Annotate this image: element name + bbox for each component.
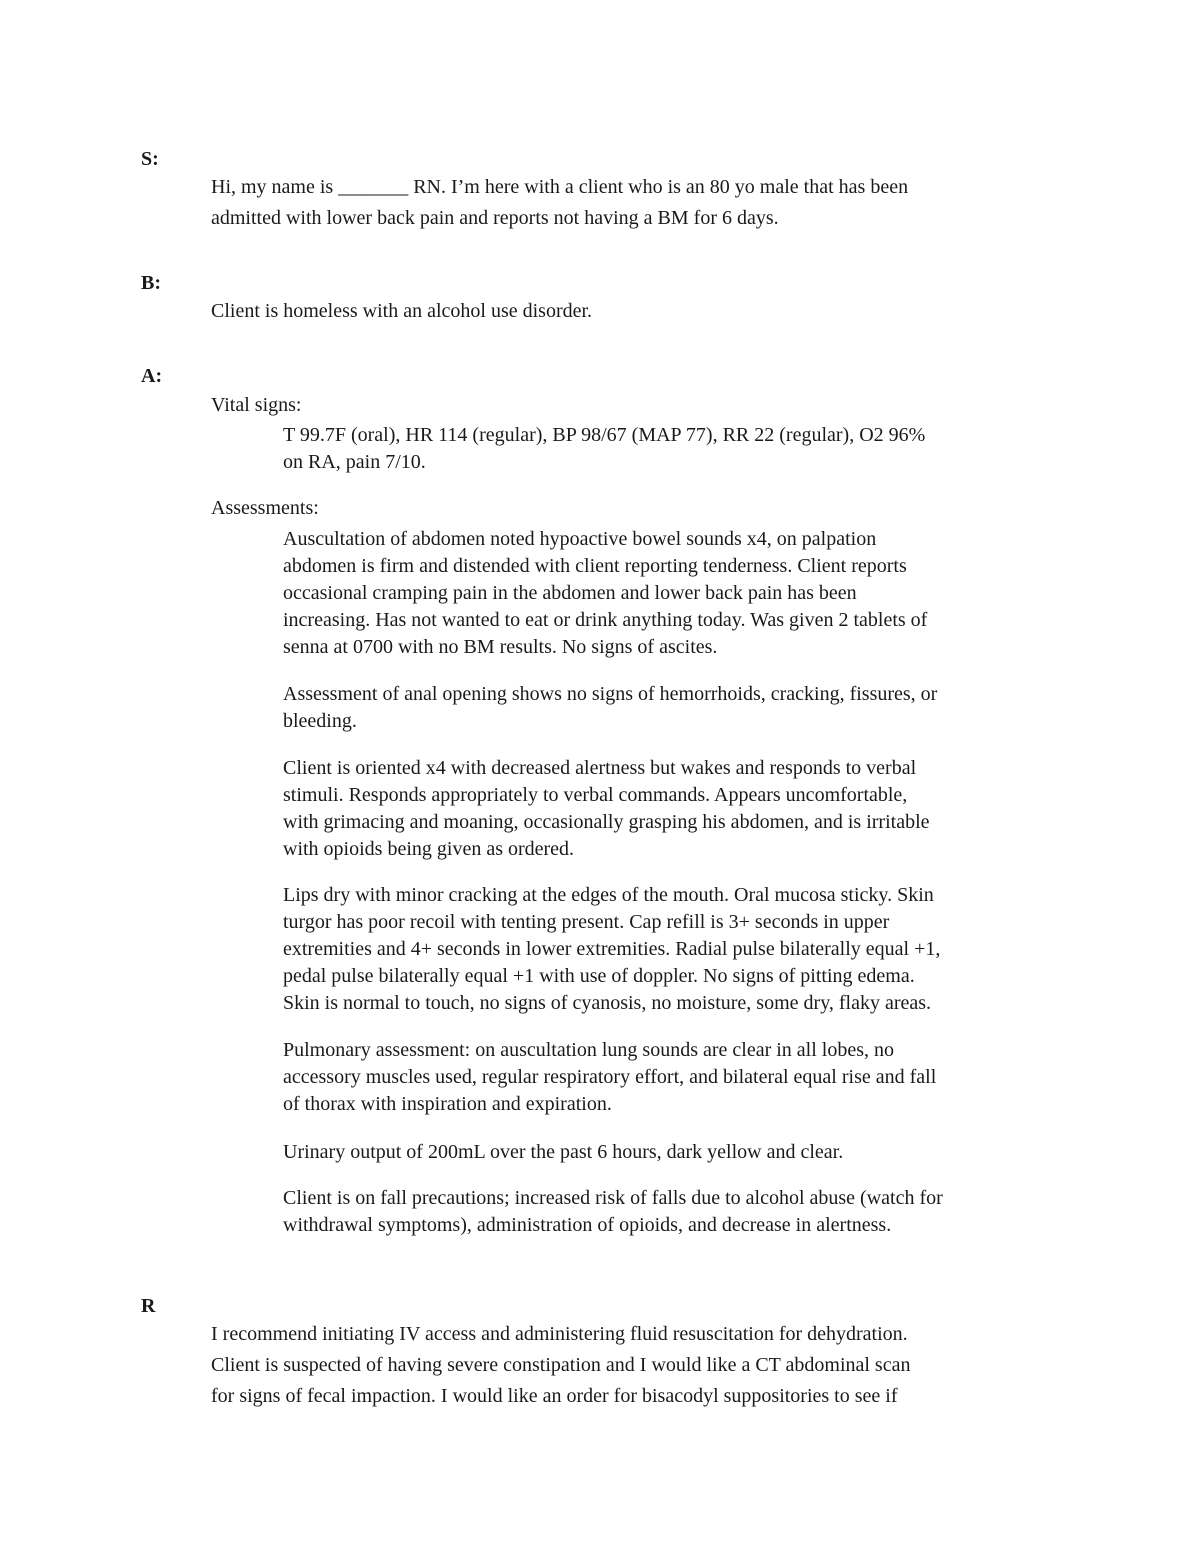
- paragraph-line: with grimacing and moaning, occasionally grasping his abdomen, and is irritable: [283, 811, 930, 833]
- background-text: [211, 296, 592, 327]
- recommendation-heading: R: [141, 1295, 156, 1317]
- paragraph-line: withdrawal symptoms), administration of opioids, and decrease in alertness.: [283, 1214, 892, 1236]
- paragraph-line: Client is on fall precautions; increased risk of falls due to alcohol abuse (watch for: [283, 1187, 943, 1209]
- paragraph-line: Pulmonary assessment: on auscultation lung sounds are clear in all lobes, no: [283, 1039, 894, 1061]
- recommendation-line: I recommend initiating IV access and administering fluid resuscitation for dehydration.: [211, 1323, 908, 1345]
- paragraph-line: abdomen is firm and distended with client reporting tenderness. Client reports: [283, 555, 907, 577]
- paragraph-line: Client is oriented x4 with decreased alertness but wakes and responds to verbal: [283, 757, 917, 779]
- paragraph-line: with opioids being given as ordered.: [283, 838, 575, 860]
- paragraph-line: Lips dry with minor cracking at the edges of the mouth. Oral mucosa sticky. Skin: [283, 884, 934, 906]
- recommendation-line: Client is suspected of having severe constipation and I would like a CT abdominal scan: [211, 1354, 911, 1376]
- paragraph-line: bleeding.: [283, 710, 357, 732]
- paragraph-line: Urinary output of 200mL over the past 6 hours, dark yellow and clear.: [283, 1141, 844, 1163]
- situation-line: Hi, my name is _______ RN. I’m here with a client who is an 80 yo male that has been: [211, 176, 909, 198]
- assessment-paragraph-5: [283, 1037, 936, 1118]
- paragraph-line: increasing. Has not wanted to eat or drink anything today. Was given 2 tablets of: [283, 609, 928, 631]
- vitals-label: Vital signs:: [211, 394, 302, 416]
- vitals-paragraph: [283, 422, 925, 476]
- paragraph-line: occasional cramping pain in the abdomen and lower back pain has been: [283, 582, 857, 604]
- recommendation-line: for signs of fecal impaction. I would like an order for bisacodyl suppositories to see if: [211, 1385, 898, 1407]
- paragraph-line: stimuli. Responds appropriately to verbal commands. Appears uncomfortable,: [283, 784, 908, 806]
- vitals-line: T 99.7F (oral), HR 114 (regular), BP 98/67 (MAP 77), RR 22 (regular), O2 96%: [283, 424, 926, 446]
- situation-text: [211, 172, 908, 234]
- paragraph-line: senna at 0700 with no BM results. No signs of ascites.: [283, 636, 718, 658]
- paragraph-line: extremities and 4+ seconds in lower extremities. Radial pulse bilaterally equal +1,: [283, 938, 941, 960]
- paragraph-line: Assessment of anal opening shows no signs of hemorrhoids, cracking, fissures, or: [283, 683, 938, 705]
- assessment-paragraph-4: [283, 882, 940, 1017]
- assessment-paragraph-6: [283, 1139, 843, 1166]
- paragraph-line: Skin is normal to touch, no signs of cyanosis, no moisture, some dry, flaky areas.: [283, 992, 932, 1014]
- background-heading: B:: [141, 272, 161, 294]
- recommendation-text: [211, 1319, 910, 1412]
- assessment-paragraph-1: [283, 526, 927, 661]
- assessment-paragraph-7: [283, 1185, 943, 1239]
- paragraph-line: Auscultation of abdomen noted hypoactive bowel sounds x4, on palpation: [283, 528, 877, 550]
- paragraph-line: accessory muscles used, regular respiratory effort, and bilateral equal rise and fall: [283, 1066, 937, 1088]
- assessments-label: Assessments:: [211, 497, 319, 519]
- assessment-heading: A:: [141, 365, 163, 387]
- paragraph-line: pedal pulse bilaterally equal +1 with use of doppler. No signs of pitting edema.: [283, 965, 915, 987]
- situation-heading: S:: [141, 148, 159, 170]
- assessment-paragraph-3: [283, 755, 930, 863]
- paragraph-line: turgor has poor recoil with tenting present. Cap refill is 3+ seconds in upper: [283, 911, 890, 933]
- vitals-line: on RA, pain 7/10.: [283, 451, 426, 473]
- situation-line: admitted with lower back pain and reports not having a BM for 6 days.: [211, 207, 779, 229]
- background-line: Client is homeless with an alcohol use disorder.: [211, 300, 593, 322]
- paragraph-line: of thorax with inspiration and expiration.: [283, 1093, 612, 1115]
- assessment-paragraph-2: [283, 681, 937, 735]
